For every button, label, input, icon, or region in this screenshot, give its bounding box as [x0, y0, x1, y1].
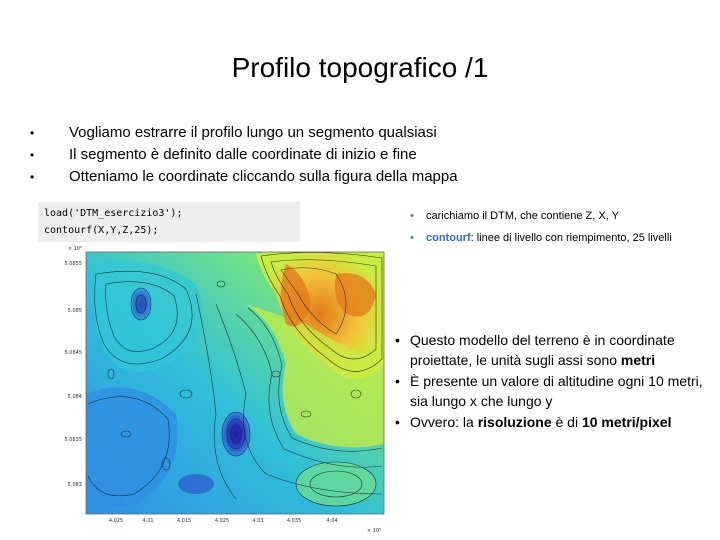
- x-tick-label: 4.025: [214, 518, 230, 524]
- y-tick-label: 5.0845: [64, 350, 82, 356]
- contourf-keyword: contourf: [426, 232, 471, 244]
- emphasis-metri: metri: [620, 352, 656, 368]
- x-axis-ticks: [109, 518, 381, 534]
- bullet-item: • Otteniamo le coordinate cliccando sulla figura della mappa: [30, 166, 458, 188]
- x-exponent-label: × 10⁵: [366, 528, 382, 534]
- code-line: load('DTM_esercizio3');: [44, 208, 183, 219]
- y-tick-label: 5.083: [67, 482, 82, 488]
- info-item-resolution: [395, 412, 713, 432]
- y-tick-label: 5.0855: [64, 261, 82, 267]
- x-tick-label: 4.035: [286, 518, 302, 524]
- info-item-spacing: • È presente un valore di altitudine ogni 10 metri, sia lungo x che lungo y: [395, 371, 713, 411]
- code-line: contourf(X,Y,Z,25);: [44, 225, 159, 236]
- y-exponent-label: × 10⁶: [67, 246, 82, 252]
- x-tick-label: 4.025: [108, 518, 124, 524]
- contour-fill-area: [86, 249, 384, 514]
- x-tick-label: 4.015: [176, 518, 192, 524]
- y-tick-label: 5.085: [67, 308, 82, 314]
- y-tick-label: 5.0835: [64, 437, 82, 443]
- info-item-units: [395, 330, 713, 370]
- note-load: • carichiamo il DTM, che contiene Z, X, Y: [410, 205, 672, 227]
- y-axis-ticks: [65, 246, 83, 488]
- emphasis-risoluzione: risoluzione: [477, 414, 552, 430]
- emphasis-resolution-value: 10 metri/pixel: [581, 414, 672, 430]
- x-tick-label: 4.03: [252, 518, 264, 524]
- bullet-item: • Vogliamo estrarre il profilo lungo un segmento qualsiasi: [30, 122, 458, 144]
- x-tick-label: 4.01: [142, 518, 154, 524]
- info-text: è di: [551, 414, 582, 430]
- bullet-item: • Il segmento è definito dalle coordinate di inizio e fine: [30, 144, 458, 166]
- note-contourf: [410, 227, 672, 249]
- code-notes-list: [410, 205, 672, 249]
- info-text: Questo modello del terreno è in coordinate proiettate, le unità sugli assi sono: [410, 332, 675, 368]
- y-tick-label: 5.084: [67, 394, 82, 400]
- contour-map-figure[interactable]: [36, 244, 396, 540]
- info-text: Ovvero: la: [410, 414, 478, 430]
- intro-bullet-list: [30, 122, 458, 188]
- slide-title: Profilo topografico /1: [231, 52, 489, 83]
- note-text: : linee di livello con riempimento, 25 livelli: [470, 232, 672, 244]
- resolution-info-list: [395, 330, 713, 432]
- matlab-code-block: [38, 202, 300, 242]
- x-tick-label: 4.04: [326, 518, 338, 524]
